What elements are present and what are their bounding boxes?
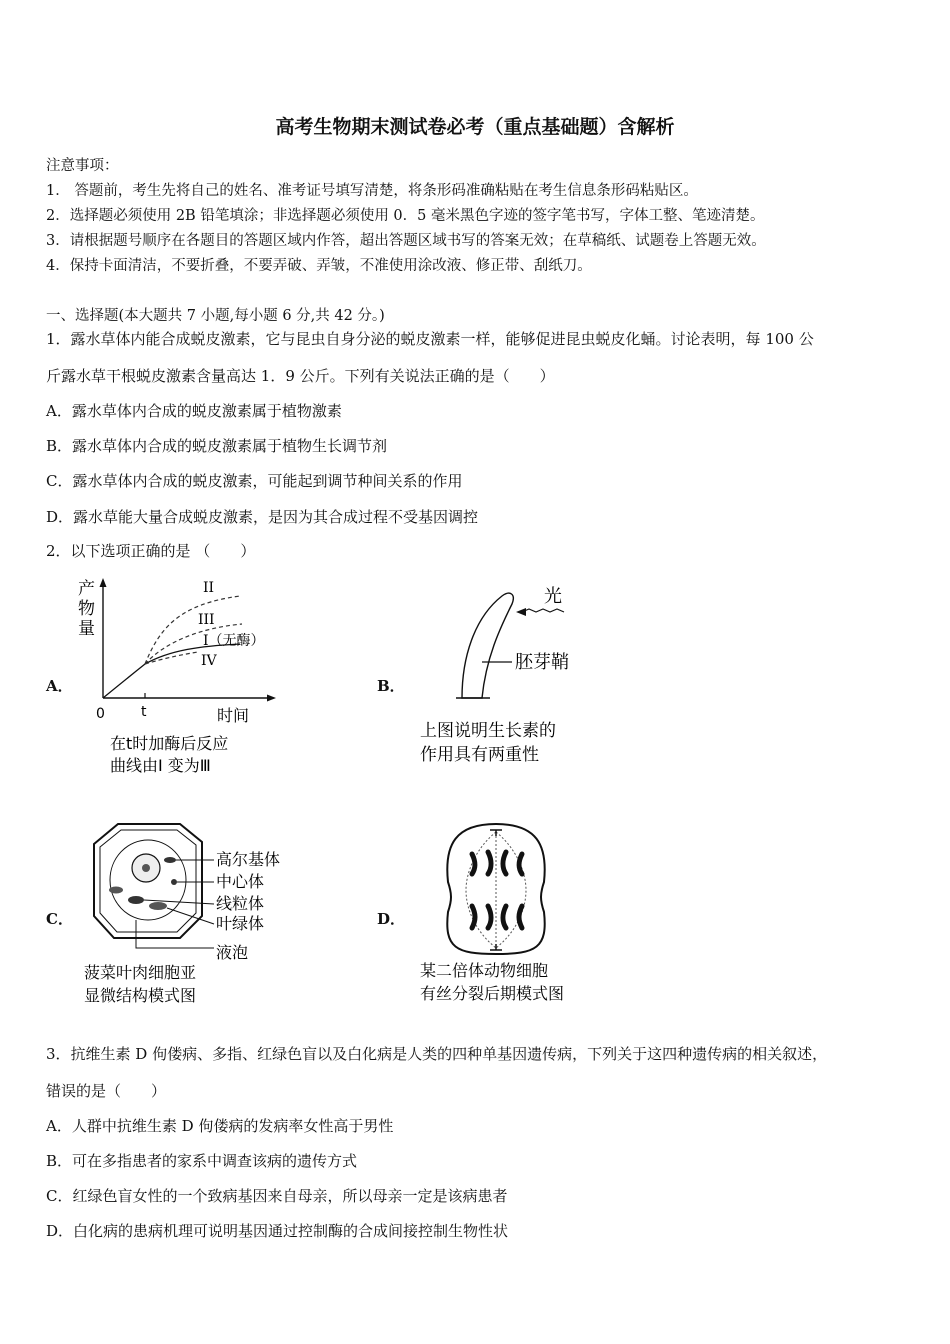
q3-option-d: D．白化病的患病机理可说明基因通过控制酶的合成间接控制生物性状 [46,1222,509,1240]
fig-a-ylabel-1: 产 [78,579,95,599]
q2-figure-d-mitosis [412,818,622,1010]
fig-d-chromosome-1 [472,854,475,874]
fig-c-caption-2: 显微结构模式图 [84,986,197,1005]
fig-a-xlabel: 时间 [217,706,250,725]
fig-a-curve-ii [145,596,240,664]
q3-stem-line2: 错误的是（ ） [46,1082,167,1100]
q2-figure-a-graph [70,572,300,780]
fig-d-caption-2: 有丝分裂后期模式图 [420,984,565,1003]
fig-c-chloroplast [149,902,167,910]
q2-stem: 2．以下选项正确的是 （ ） [46,542,256,560]
fig-a-y-arrow [100,578,107,587]
q2-figure-c-cell [76,820,296,1010]
q2-figure-b-coleoptile [412,578,612,776]
fig-c-label-golgi: 高尔基体 [216,850,281,869]
fig-a-curve-label-ii: II [203,580,215,596]
notice-item-4: 4．保持卡面清洁，不要折叠，不要弄破、弄皱，不准使用涂改液、修正带、刮纸刀。 [46,258,592,274]
fig-c-label-vacuole: 液泡 [216,943,249,962]
q2-label-c: C． [46,910,73,928]
fig-d-caption-1: 某二倍体动物细胞 [420,961,549,980]
q1-stem-line1: 1．露水草体内能合成蜕皮激素，它与昆虫自身分泌的蜕皮激素一样，能够促进昆虫蜕皮化蛹。讨论表明，每 100 公 [46,330,814,348]
fig-c-label-mito: 线粒体 [216,894,265,913]
fig-b-coleoptile-shape [462,593,513,698]
fig-c-caption-1: 菠菜叶肉细胞亚 [84,963,197,982]
notice-item-2: 2．选择题必须使用 2B 铅笔填涂；非选择题必须使用 0．5 毫米黑色字迹的签字笔书写，字体工整、笔迹清楚。 [46,208,765,224]
q3-option-c: C．红绿色盲女性的一个致病基因来自母亲，所以母亲一定是该病患者 [46,1187,508,1205]
q2-label-b: B． [377,677,405,695]
section-heading: 一、选择题(本大题共 7 小题,每小题 6 分,共 42 分。) [46,308,385,324]
notice-item-3: 3．请根据题号顺序在各题目的答题区域内作答，超出答题区域书写的答案无效；在草稿纸、试题卷上答题无效。 [46,233,766,249]
fig-c-golgi [164,857,176,863]
fig-c-label-centrosome: 中心体 [216,872,265,891]
fig-a-ylabel-3: 量 [78,619,95,639]
fig-c-centrosome [171,879,177,885]
fig-a-caption-2: 曲线由Ⅰ 变为Ⅲ [110,756,211,775]
notice-heading: 注意事项： [46,158,119,174]
fig-c-mitochondrion [128,896,144,904]
fig-b-light-label: 光 [544,586,562,607]
q3-option-a: A．人群中抗维生素 D 佝偻病的发病率女性高于男性 [46,1117,394,1135]
page-title: 高考生物期末测试卷必考（重点基础题）含解析 [275,116,675,138]
fig-a-ylabel-2: 物 [78,599,95,619]
fig-a-curve-label-i: I（无酶） [203,633,265,649]
q3-option-b: B．可在多指患者的家系中调查该病的遗传方式 [46,1152,358,1170]
fig-a-curve-initial [103,664,145,698]
q1-option-a: A．露水草体内合成的蜕皮激素属于植物激素 [46,402,342,420]
fig-c-nucleolus [142,864,150,872]
fig-a-curve-label-iii: III [198,612,215,628]
fig-c-chloroplast-2 [109,887,123,894]
q3-stem-line1: 3．抗维生素 D 佝偻病、多指、红绿色盲以及白化病是人类的四种单基因遗传病，下列关于这四种遗传病的相关叙述， [46,1045,828,1063]
q1-option-d: D．露水草能大量合成蜕皮激素，是因为其合成过程不受基因调控 [46,508,479,526]
q2-label-a: A． [46,677,73,695]
q1-option-c: C．露水草体内合成的蜕皮激素，可能起到调节种间关系的作用 [46,472,463,490]
fig-d-chromosome-4 [519,854,522,874]
fig-b-caption-2: 作用具有两重性 [420,745,539,765]
fig-b-caption-1: 上图说明生长素的 [420,721,556,741]
fig-a-curve-label-iv: IV [201,653,217,669]
notice-item-1: 1． 答题前，考生先将自己的姓名、准考证号填写清楚，将条形码准确粘贴在考生信息条形码粘贴区。 [46,183,698,199]
fig-a-origin: 0 [96,706,105,722]
fig-a-t-label: t [141,704,147,720]
q1-stem-line2: 斤露水草干根蜕皮激素含量高达 1．9 公斤。下列有关说法正确的是（ ） [46,367,555,385]
fig-b-light-wave [522,609,564,612]
fig-a-x-arrow [267,695,276,702]
q1-option-b: B．露水草体内合成的蜕皮激素属于植物生长调节剂 [46,437,388,455]
fig-a-caption-1: 在t时加酶后反应 [110,734,229,753]
fig-b-part-label: 胚芽鞘 [515,652,569,673]
q2-label-d: D． [377,910,406,928]
fig-b-light-arrow [516,608,526,616]
fig-c-label-chloro: 叶绿体 [216,914,265,933]
